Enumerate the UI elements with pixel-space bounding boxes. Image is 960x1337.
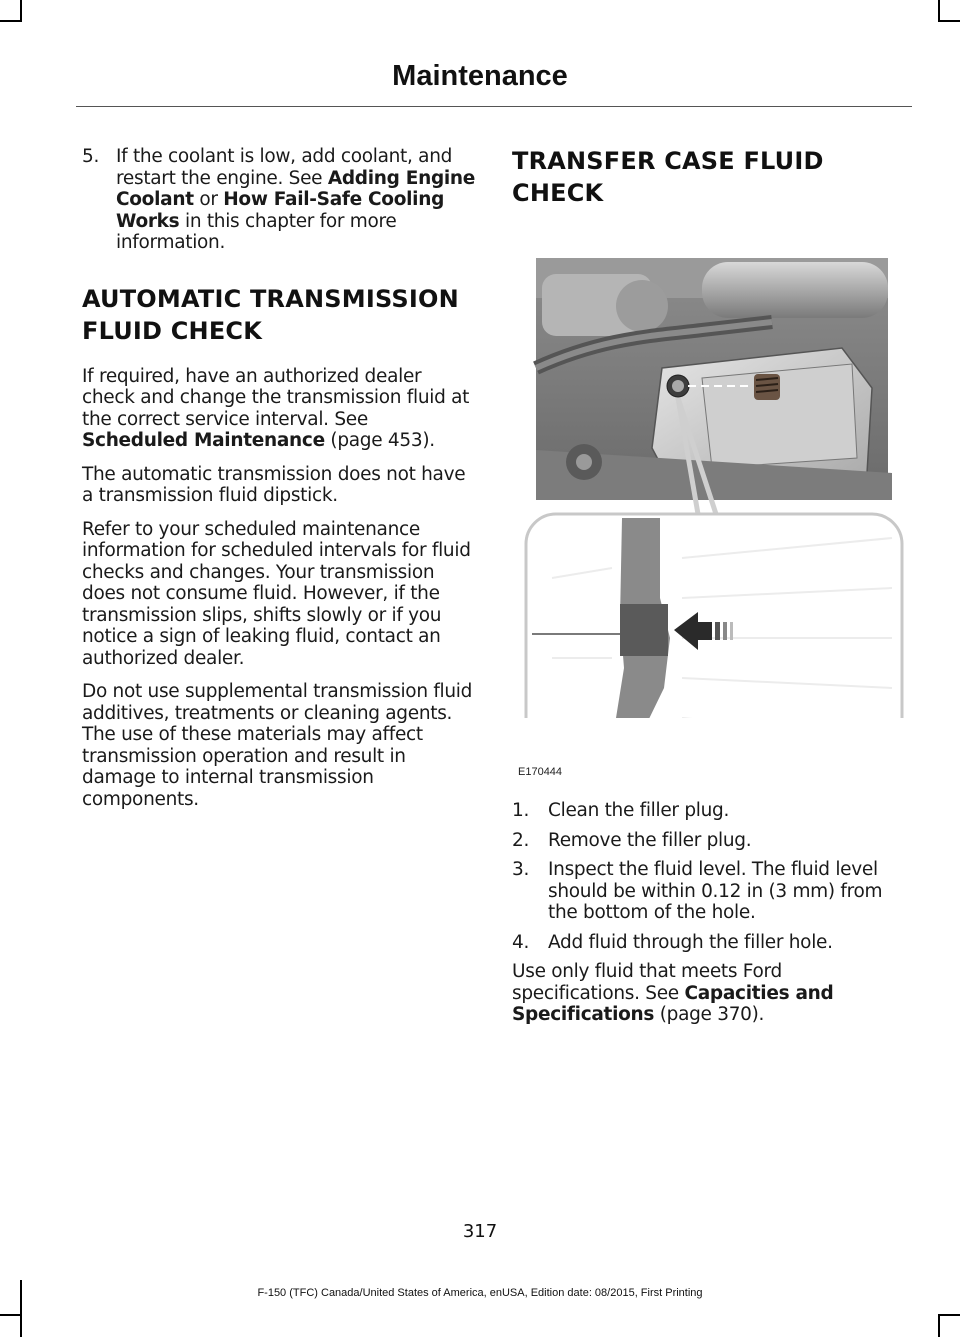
text: If required, have an authorized dealer check and change the transmission fluid at the correct service interval. See	[82, 365, 470, 430]
transfer-case-figure	[512, 218, 904, 778]
crop-mark	[0, 20, 22, 22]
list-item-5	[82, 146, 477, 254]
heading-line: AUTOMATIC TRANSMISSION	[82, 284, 459, 313]
paragraph	[82, 366, 477, 452]
step-text: Remove the filler plug.	[548, 829, 752, 851]
text: (page 453).	[324, 430, 435, 451]
item-text	[116, 146, 477, 254]
heading-line: TRANSFER CASE FLUID	[512, 147, 824, 175]
procedure-steps	[512, 800, 912, 953]
step-text: Add fluid through the filler hole.	[548, 931, 833, 953]
heading-line: FLUID CHECK	[82, 316, 263, 345]
list-item	[512, 800, 912, 822]
page-number: 317	[462, 1221, 498, 1242]
link-capacities-specifications[interactable]: Capacities and Specifications	[512, 982, 834, 1025]
paragraph: Do not use supplemental transmission fluid additives, treatments or cleaning agents. The use of these materials may affect transmission operation and result in damage to internal transmission components.	[82, 681, 473, 810]
step-number: 3.	[512, 859, 530, 880]
crop-mark	[0, 1314, 22, 1316]
step-number: 1.	[512, 800, 530, 821]
link-scheduled-maintenance[interactable]: Scheduled Maintenance	[82, 430, 325, 451]
link-adding-engine-coolant[interactable]: Adding Engine Coolant	[116, 167, 476, 210]
left-column	[82, 146, 477, 822]
header-divider	[76, 106, 912, 107]
crop-mark	[938, 20, 960, 22]
right-column	[512, 146, 912, 1038]
crop-mark	[20, 0, 22, 22]
crop-mark	[938, 0, 940, 22]
paragraph	[512, 961, 912, 1026]
page-title: Maintenance	[392, 60, 568, 92]
figure-code: E170444	[518, 766, 563, 778]
text: (page 370).	[654, 1004, 765, 1025]
step-text: Clean the filler plug.	[548, 800, 730, 821]
text: in this chapter for more information.	[116, 210, 397, 253]
step-text: Inspect the fluid level. The fluid level should be within 0.12 in (3 mm) from the bottom of the hole.	[548, 859, 883, 923]
step-number: 4.	[512, 931, 530, 953]
section-heading-automatic-transmission	[82, 284, 477, 346]
section-heading-transfer-case	[512, 146, 912, 208]
crop-mark	[938, 1314, 960, 1316]
list-item	[512, 830, 912, 852]
text: Use only fluid that meets Ford specifications. See	[512, 961, 782, 1004]
paragraph: The automatic transmission does not have a transmission fluid dipstick.	[82, 463, 466, 506]
crop-mark	[938, 1314, 940, 1337]
text: or	[193, 189, 224, 210]
link-fail-safe-cooling[interactable]: How Fail-Safe Cooling Works	[116, 189, 445, 232]
item-number: 5.	[82, 146, 100, 167]
text: If the coolant is low, add coolant, and restart the engine. See	[116, 146, 453, 189]
paragraph: Refer to your scheduled maintenance information for scheduled intervals for fluid checks and changes. Your transmission does not consume fluid. However, if the transmission slips, shifts slowly or if you notice a sign of leaking fluid, contact an authorized dealer.	[82, 518, 471, 669]
footer-text: F-150 (TFC) Canada/United States of America, enUSA, Edition date: 08/2015, First Printing	[257, 1287, 703, 1299]
list-item	[512, 859, 912, 924]
list-item	[512, 932, 912, 954]
transfer-case-illustration	[512, 218, 904, 718]
heading-line: CHECK	[512, 179, 604, 207]
step-number: 2.	[512, 829, 530, 851]
